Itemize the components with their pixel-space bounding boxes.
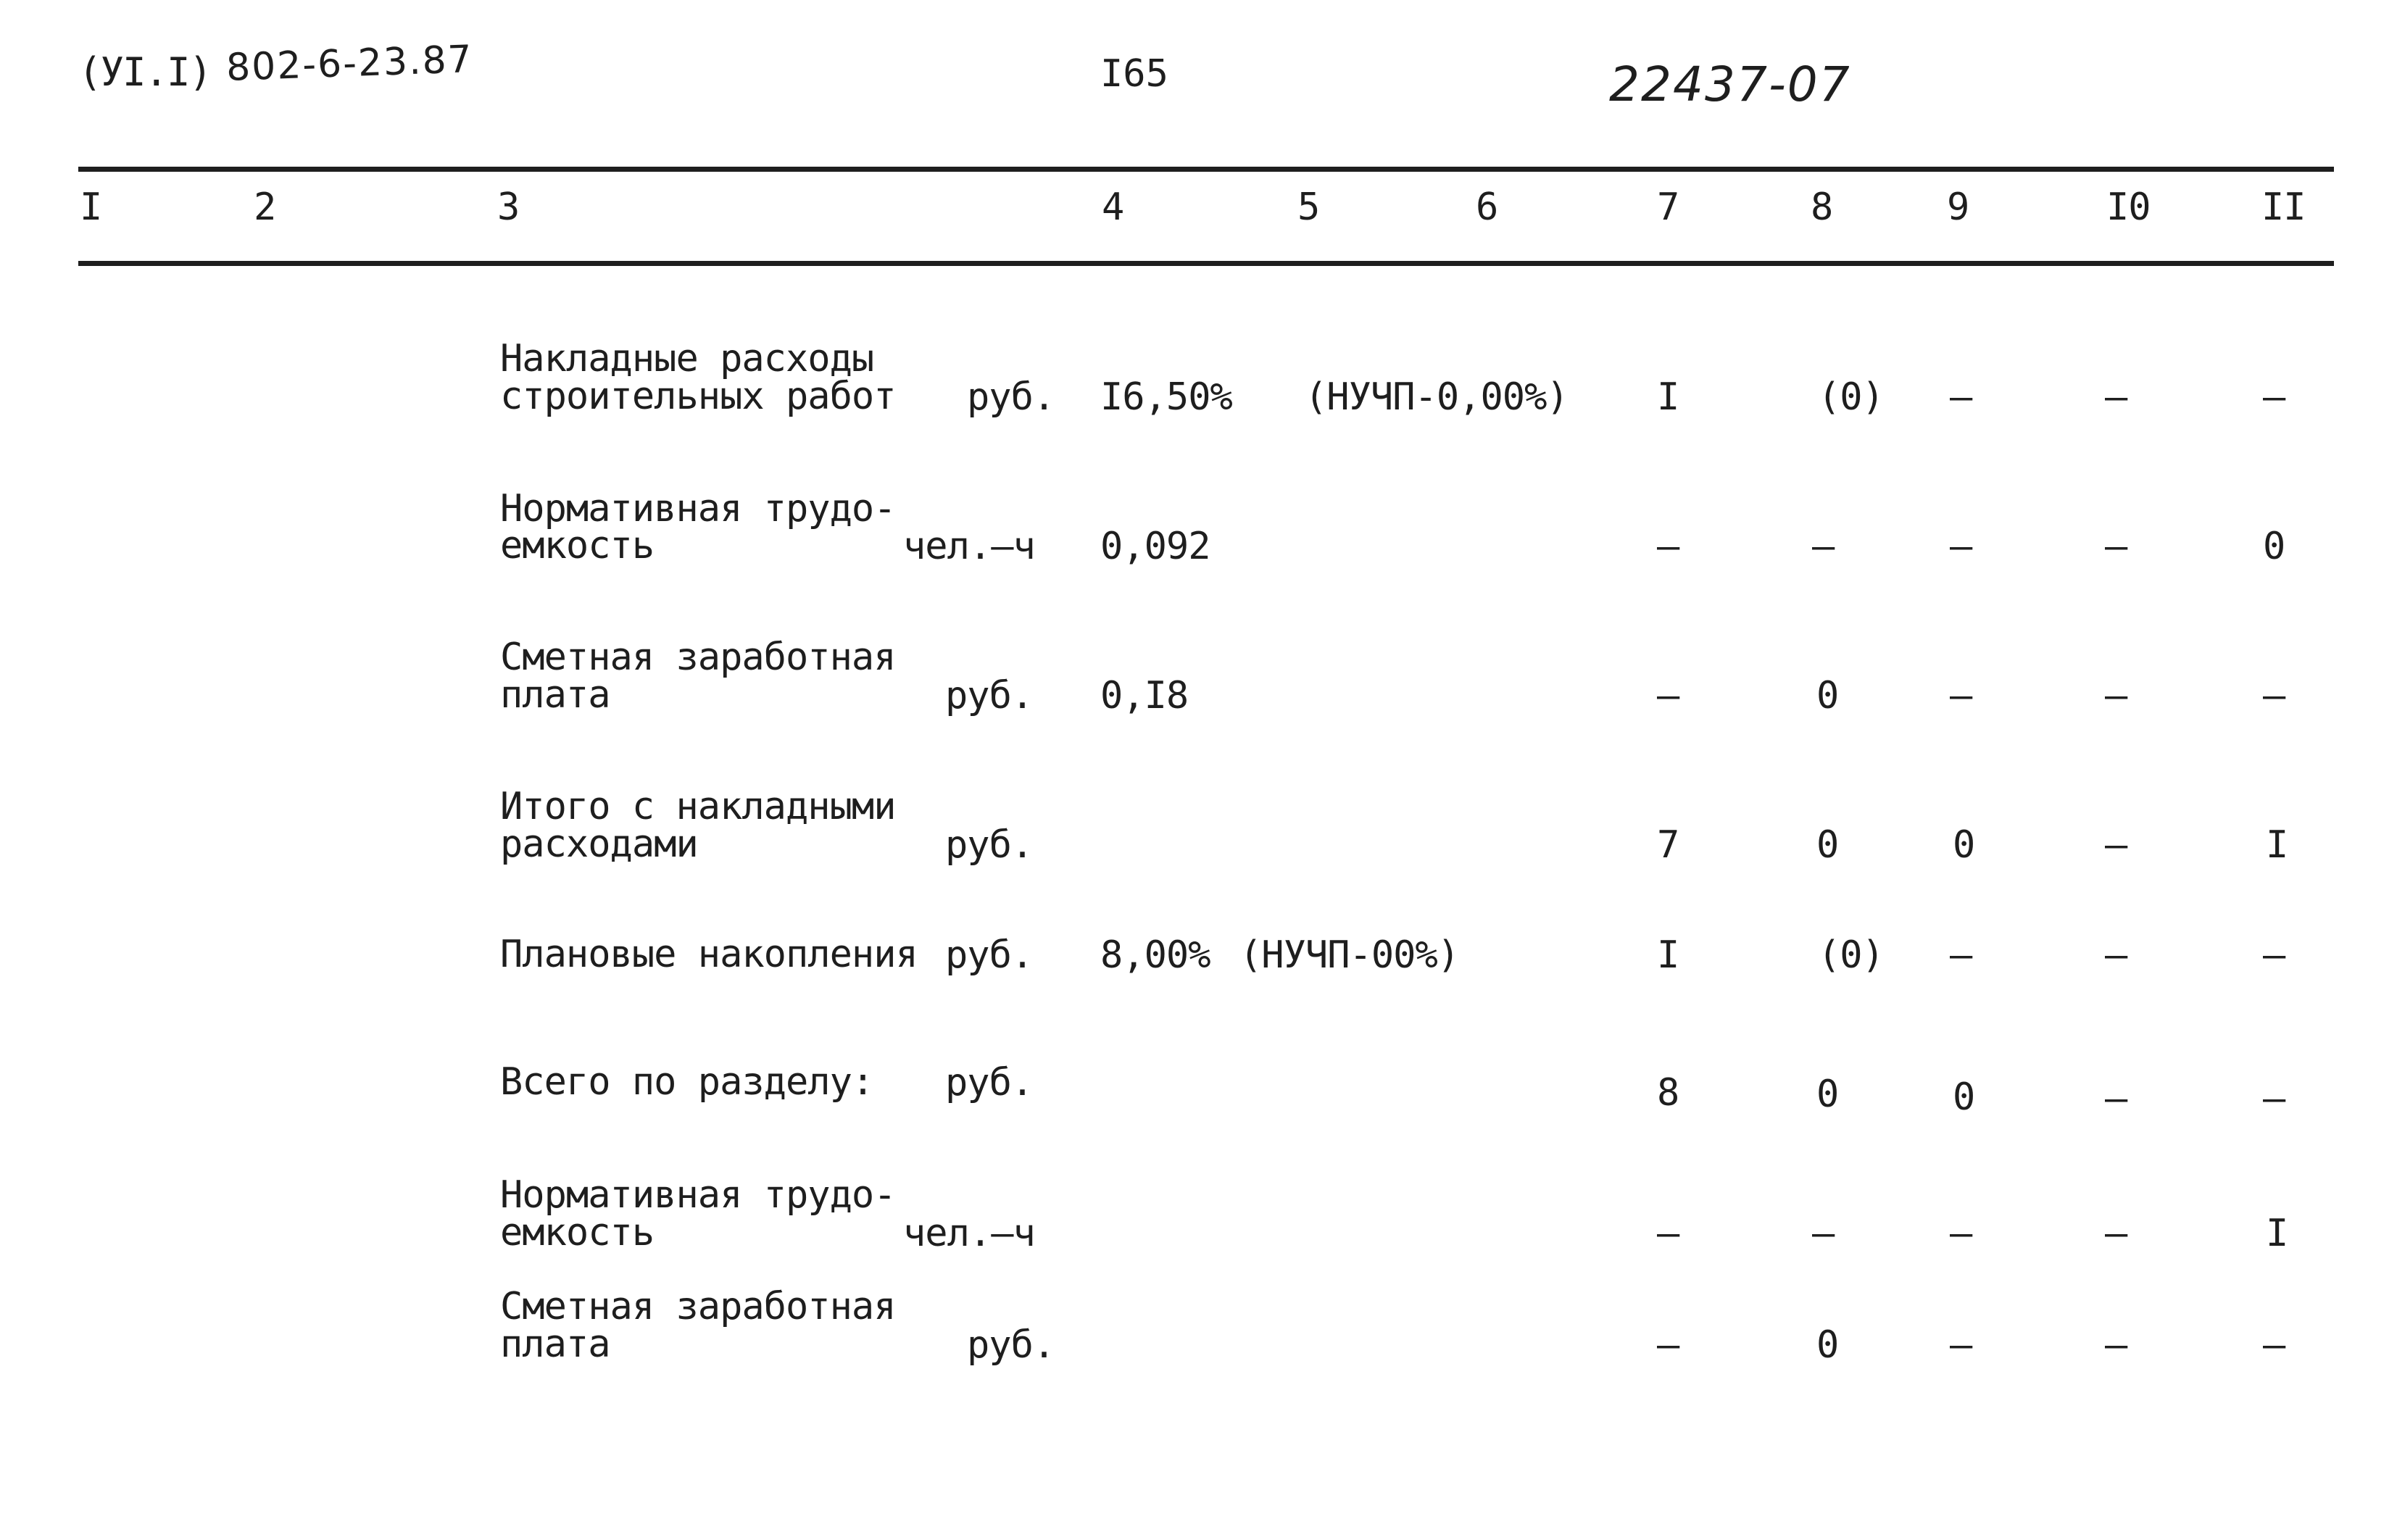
row-unit: чел.–ч	[903, 1212, 1035, 1255]
row-col8: 0	[1816, 1323, 1839, 1367]
row-unit: руб.	[945, 823, 1034, 867]
row-label-line2: строительных работ	[500, 375, 896, 418]
row-unit: руб.	[967, 375, 1055, 419]
doc-ref-handwritten: 802-6-23.87	[225, 38, 474, 90]
row-col10: –	[2105, 1077, 2127, 1120]
row-col4: 0,I8	[1100, 674, 1189, 717]
row-col9: –	[1950, 375, 1972, 419]
header-top-rule	[78, 167, 2334, 172]
col-header-3: 3	[497, 186, 520, 229]
row-unit: чел.–ч	[903, 525, 1035, 568]
row-col4: I6,50%	[1100, 375, 1232, 419]
row-col7: 7	[1657, 823, 1679, 867]
row-col10: –	[2105, 823, 2127, 867]
row-col8: –	[1812, 1212, 1835, 1255]
row-col7: –	[1657, 674, 1679, 717]
col-header-10: I0	[2106, 186, 2151, 229]
row-unit: руб.	[945, 674, 1034, 717]
row-col11: I	[2266, 1212, 2288, 1255]
row-col11: –	[2263, 933, 2285, 977]
row-label-line1: Накладные расходы	[500, 337, 874, 380]
row-col7: I	[1657, 933, 1679, 977]
row-col8: 0	[1816, 1073, 1839, 1116]
col-header-11: II	[2261, 186, 2306, 229]
row-col56: (НУЧП-00%)	[1239, 933, 1460, 977]
row-col10: –	[2105, 1212, 2127, 1255]
row-col9: –	[1950, 1212, 1972, 1255]
page-number: I65	[1100, 52, 1168, 96]
row-label-line1: Плановые накопления	[500, 933, 918, 976]
row-col10: –	[2105, 674, 2127, 717]
row-col9: 0	[1953, 823, 1975, 867]
row-col7: –	[1657, 1212, 1679, 1255]
row-unit: руб.	[967, 1323, 1055, 1367]
col-header-7: 7	[1657, 186, 1679, 229]
row-col11: 0	[2263, 525, 2285, 568]
col-header-4: 4	[1102, 186, 1124, 229]
row-col11: –	[2263, 1323, 2285, 1367]
row-unit: руб.	[945, 933, 1034, 977]
row-label-line2: емкость	[500, 524, 655, 567]
row-label-line2: плата	[500, 1323, 610, 1366]
row-label-line1: Нормативная трудо-	[500, 487, 896, 530]
row-label-line1: Итого с накладными	[500, 785, 896, 828]
row-col9: 0	[1953, 1075, 1975, 1119]
row-col4: 0,092	[1100, 525, 1210, 568]
inventory-number: 22437-07	[1609, 57, 1851, 112]
row-col7: –	[1657, 1323, 1679, 1367]
row-col9: –	[1950, 1323, 1972, 1367]
row-col11: –	[2263, 1077, 2285, 1120]
header-bottom-rule	[78, 261, 2334, 266]
col-header-1: I	[80, 186, 102, 229]
row-col8: –	[1812, 525, 1835, 568]
row-col10: –	[2105, 525, 2127, 568]
row-col9: –	[1950, 674, 1972, 717]
row-col8: 0	[1816, 674, 1839, 717]
row-col11: I	[2266, 823, 2288, 867]
row-col9: –	[1950, 525, 1972, 568]
row-col11: –	[2263, 375, 2285, 419]
col-header-5: 5	[1297, 186, 1320, 229]
col-header-9: 9	[1947, 186, 1969, 229]
row-unit: руб.	[945, 1061, 1034, 1104]
row-col10: –	[2105, 375, 2127, 419]
row-col4: 8,00%	[1100, 933, 1210, 977]
row-col7: 8	[1657, 1071, 1679, 1115]
col-header-2: 2	[254, 186, 276, 229]
row-col10: –	[2105, 933, 2127, 977]
row-col10: –	[2105, 1323, 2127, 1367]
row-col11: –	[2263, 674, 2285, 717]
row-label-line1: Всего по разделу:	[500, 1060, 874, 1104]
row-label-line1: Сметная заработная	[500, 636, 896, 679]
row-label-line2: плата	[500, 673, 610, 717]
row-label-line2: емкость	[500, 1211, 655, 1254]
row-col8: (0)	[1818, 375, 1884, 419]
col-header-6: 6	[1476, 186, 1498, 229]
col-header-8: 8	[1811, 186, 1833, 229]
row-col8: 0	[1816, 823, 1839, 867]
row-col56: (НУЧП-0,00%)	[1305, 375, 1569, 419]
row-col8: (0)	[1818, 933, 1884, 977]
row-label-line2: расходами	[500, 823, 698, 866]
row-label-line1: Сметная заработная	[500, 1285, 896, 1328]
row-col9: –	[1950, 933, 1972, 977]
row-col7: –	[1657, 525, 1679, 568]
row-col7: I	[1657, 375, 1679, 419]
row-label-line1: Нормативная трудо-	[500, 1173, 896, 1217]
doc-ref-prefix: (УI.I)	[78, 49, 212, 95]
